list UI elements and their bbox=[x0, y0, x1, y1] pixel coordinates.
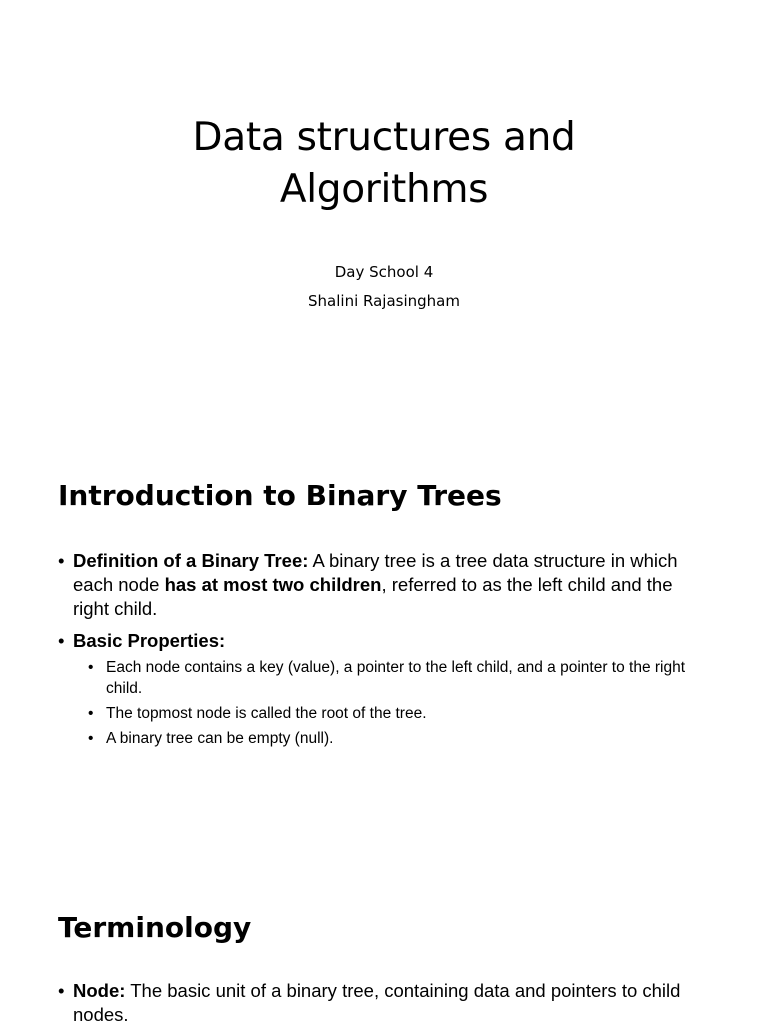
slide-heading: Introduction to Binary Trees bbox=[58, 479, 502, 512]
bullet-node bbox=[58, 979, 708, 1027]
bullet-basic-properties bbox=[58, 629, 708, 749]
sub-bullet-item bbox=[73, 657, 708, 699]
binary-trees-intro-slide bbox=[0, 431, 768, 863]
sub-bullet-text: A binary tree can be empty (null). bbox=[106, 730, 334, 747]
sub-bullet-item bbox=[73, 703, 708, 724]
bullet-dot-icon: • bbox=[58, 630, 65, 651]
bullet-bold-mid: has at most two children bbox=[164, 574, 382, 595]
bullet-list bbox=[58, 549, 708, 757]
title-line-2: Algorithms bbox=[279, 167, 489, 212]
sub-bullet-list bbox=[73, 657, 708, 749]
title-line-1: Data structures and bbox=[192, 115, 576, 160]
subtitle-author: Shalini Rajasingham bbox=[308, 292, 460, 310]
bullet-dot-icon: • bbox=[88, 705, 94, 722]
sub-bullet-item bbox=[73, 728, 708, 749]
sub-bullet-text: Each node contains a key (value), a pointer to the left child, and a pointer to the right child. bbox=[106, 659, 686, 697]
bullet-text: , referred to as the left child and the right child. bbox=[73, 574, 673, 619]
bullet-dot-icon: • bbox=[58, 550, 65, 571]
presentation-title bbox=[0, 112, 768, 216]
bullet-list bbox=[58, 979, 708, 1035]
sub-bullet-text: The topmost node is called the root of the tree. bbox=[106, 705, 427, 722]
bullet-bold-lead: Basic Properties: bbox=[73, 630, 226, 651]
subtitle-session: Day School 4 bbox=[334, 263, 434, 281]
title-slide bbox=[0, 0, 768, 431]
presentation-subtitle bbox=[0, 258, 768, 316]
bullet-dot-icon: • bbox=[58, 980, 65, 1001]
slide-heading: Terminology bbox=[58, 911, 252, 944]
terminology-slide bbox=[0, 863, 768, 1024]
bullet-bold-lead: Node: bbox=[73, 980, 126, 1001]
bullet-text: A binary tree is a tree data structure in which each node bbox=[73, 550, 678, 595]
bullet-bold-lead: Definition of a Binary Tree: bbox=[73, 550, 309, 571]
bullet-dot-icon: • bbox=[88, 730, 94, 747]
bullet-dot-icon: • bbox=[88, 659, 94, 676]
bullet-text: The basic unit of a binary tree, containing data and pointers to child nodes. bbox=[73, 980, 681, 1025]
bullet-definition bbox=[58, 549, 708, 621]
